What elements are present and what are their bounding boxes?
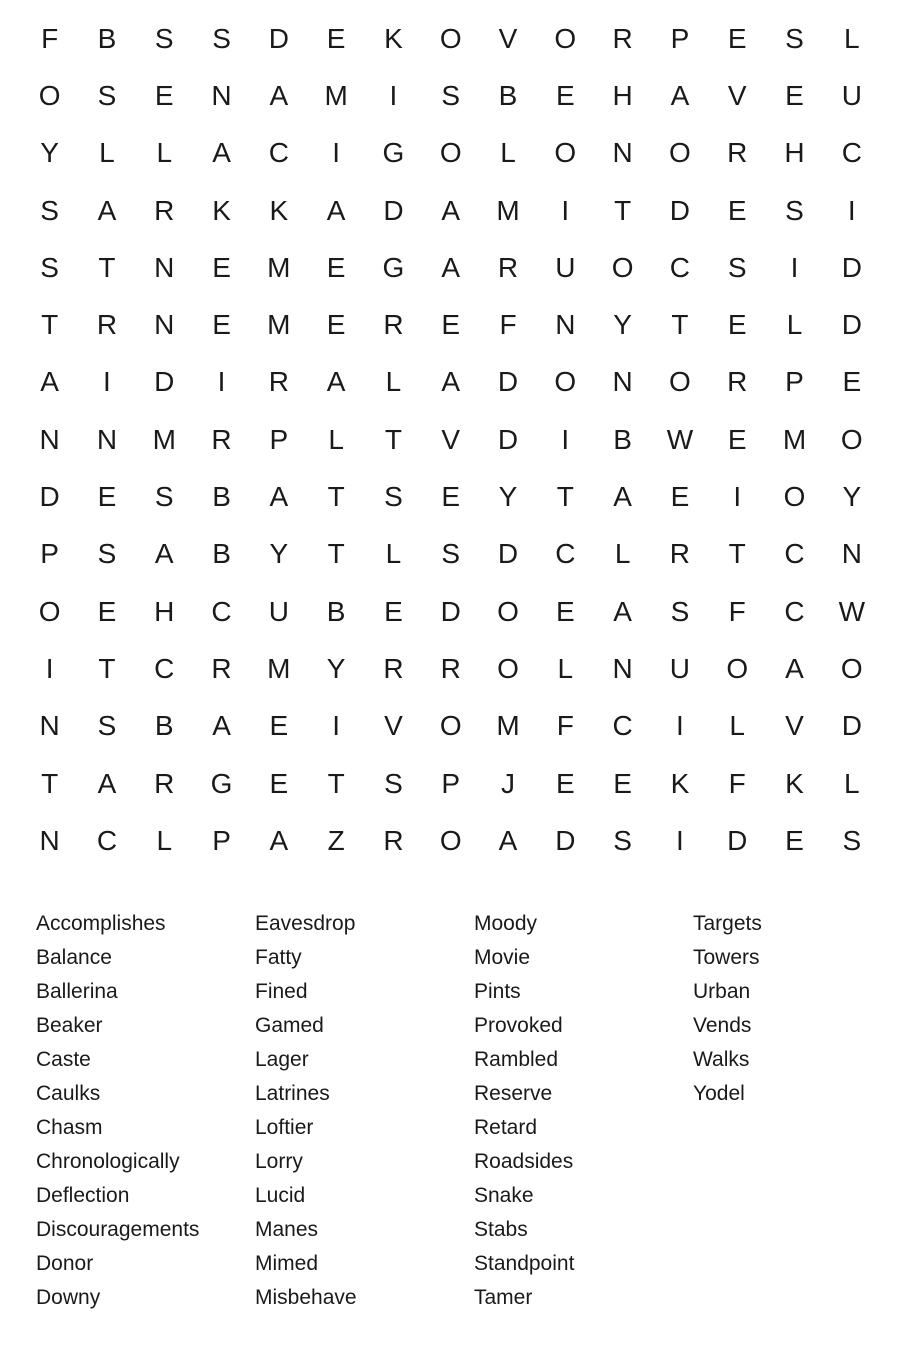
- grid-cell[interactable]: S: [97, 79, 117, 111]
- grid-cell[interactable]: T: [728, 538, 746, 570]
- grid-cell[interactable]: A: [785, 652, 804, 684]
- grid-cell[interactable]: E: [842, 366, 862, 398]
- grid-cell[interactable]: C: [555, 538, 576, 570]
- word-list-item: Reserve: [474, 1082, 553, 1105]
- grid-cell[interactable]: S: [384, 767, 403, 799]
- grid-cell[interactable]: N: [39, 710, 60, 742]
- grid-cell[interactable]: N: [612, 652, 633, 684]
- grid-cell[interactable]: E: [154, 79, 174, 111]
- grid-cell[interactable]: D: [497, 423, 519, 455]
- grid-cell[interactable]: B: [498, 79, 518, 111]
- grid-cell[interactable]: D: [841, 309, 862, 341]
- grid-cell[interactable]: V: [785, 710, 804, 742]
- grid-cell[interactable]: D: [440, 595, 461, 627]
- grid-cell[interactable]: D: [154, 366, 175, 398]
- grid-cell[interactable]: Y: [613, 309, 632, 341]
- grid-cell[interactable]: S: [441, 538, 461, 570]
- grid-cell[interactable]: M: [782, 423, 807, 455]
- grid-cell[interactable]: O: [439, 137, 462, 169]
- grid-cell[interactable]: U: [669, 652, 691, 684]
- grid-cell[interactable]: E: [326, 22, 346, 54]
- grid-cell[interactable]: S: [441, 79, 461, 111]
- grid-cell[interactable]: P: [212, 824, 231, 856]
- grid-cell[interactable]: C: [96, 824, 118, 856]
- grid-cell[interactable]: S: [613, 824, 632, 856]
- grid-cell[interactable]: T: [327, 538, 345, 570]
- grid-cell[interactable]: S: [670, 595, 690, 627]
- grid-cell[interactable]: B: [212, 538, 231, 570]
- grid-cell[interactable]: L: [328, 423, 344, 455]
- grid-cell[interactable]: E: [212, 309, 231, 341]
- grid-cell[interactable]: B: [154, 710, 174, 742]
- grid-cell[interactable]: D: [383, 194, 404, 226]
- grid-cell[interactable]: F: [728, 767, 746, 799]
- grid-cell[interactable]: N: [555, 309, 576, 341]
- word-list-item: Caulks: [36, 1082, 101, 1105]
- grid-cell[interactable]: C: [669, 251, 691, 283]
- grid-cell[interactable]: O: [439, 824, 462, 856]
- word-list-item: Pints: [474, 980, 521, 1003]
- grid-cell[interactable]: S: [97, 710, 117, 742]
- grid-cell[interactable]: S: [97, 538, 117, 570]
- grid-cell[interactable]: A: [40, 366, 59, 398]
- grid-cell[interactable]: R: [383, 309, 404, 341]
- grid-cell[interactable]: L: [614, 538, 631, 570]
- word-list-column: [693, 907, 883, 1315]
- word-list-item: Moody: [474, 912, 538, 935]
- grid-cell[interactable]: L: [844, 767, 860, 799]
- grid-cell[interactable]: L: [557, 652, 574, 684]
- grid-cell[interactable]: O: [840, 652, 863, 684]
- grid-cell[interactable]: A: [441, 366, 461, 398]
- grid-cell[interactable]: M: [267, 251, 291, 283]
- grid-cell[interactable]: Y: [498, 481, 518, 513]
- grid-cell[interactable]: S: [727, 251, 747, 283]
- grid-cell[interactable]: R: [612, 22, 633, 54]
- grid-cell[interactable]: A: [498, 824, 518, 856]
- grid-cell[interactable]: I: [332, 710, 341, 742]
- grid-cell[interactable]: K: [269, 194, 289, 226]
- word-list-item: Eavesdrop: [255, 912, 356, 935]
- grid-cell[interactable]: M: [267, 652, 291, 684]
- grid-cell[interactable]: R: [497, 251, 519, 283]
- word-list-item: Walks: [693, 1048, 750, 1071]
- grid-cell[interactable]: C: [268, 137, 289, 169]
- grid-cell[interactable]: R: [669, 538, 691, 570]
- grid-cell[interactable]: A: [326, 194, 346, 226]
- grid-cell[interactable]: T: [327, 767, 345, 799]
- grid-cell[interactable]: E: [441, 309, 461, 341]
- grid-cell[interactable]: S: [40, 194, 59, 226]
- grid-cell[interactable]: M: [267, 309, 291, 341]
- grid-cell[interactable]: A: [613, 481, 632, 513]
- grid-cell[interactable]: A: [97, 194, 117, 226]
- word-list-column: [255, 907, 474, 1315]
- word-list-column: [474, 907, 693, 1315]
- word-list-item: Chasm: [36, 1116, 103, 1139]
- grid-cell[interactable]: N: [154, 251, 175, 283]
- grid-cell[interactable]: I: [733, 481, 742, 513]
- grid-cell[interactable]: V: [727, 79, 747, 111]
- grid-cell[interactable]: E: [727, 309, 747, 341]
- grid-cell[interactable]: I: [217, 366, 226, 398]
- grid-cell[interactable]: B: [326, 595, 346, 627]
- word-list-item: Donor: [36, 1252, 94, 1275]
- grid-cell[interactable]: E: [785, 79, 804, 111]
- grid-cell[interactable]: O: [669, 366, 691, 398]
- grid-cell[interactable]: U: [268, 595, 289, 627]
- grid-cell[interactable]: D: [268, 22, 289, 54]
- grid-cell[interactable]: A: [212, 137, 231, 169]
- word-list-item: Targets: [693, 912, 762, 935]
- grid-cell[interactable]: R: [211, 423, 232, 455]
- letter-grid: [21, 10, 881, 869]
- word-list-item: Standpoint: [474, 1252, 575, 1275]
- grid-cell[interactable]: R: [211, 652, 232, 684]
- word-list-item: Accomplishes: [36, 912, 166, 935]
- word-list-item: Beaker: [36, 1014, 103, 1037]
- grid-cell[interactable]: I: [676, 710, 684, 742]
- grid-cell[interactable]: E: [212, 251, 231, 283]
- grid-cell[interactable]: R: [440, 652, 461, 684]
- grid-cell[interactable]: H: [154, 595, 175, 627]
- grid-cell[interactable]: A: [154, 538, 174, 570]
- grid-cell[interactable]: E: [555, 595, 575, 627]
- word-list-item: Retard: [474, 1116, 538, 1139]
- word-list-item: Gamed: [255, 1014, 324, 1037]
- grid-cell[interactable]: A: [441, 251, 461, 283]
- grid-cell[interactable]: F: [556, 710, 574, 742]
- word-list: [36, 907, 886, 1315]
- word-list-item: Balance: [36, 946, 112, 969]
- grid-cell[interactable]: O: [611, 251, 634, 283]
- grid-cell[interactable]: K: [384, 22, 403, 54]
- grid-cell[interactable]: F: [41, 22, 59, 54]
- word-list-item: Lorry: [255, 1150, 303, 1173]
- word-list-item: Stabs: [474, 1218, 528, 1241]
- word-list-item: Fined: [255, 980, 308, 1003]
- grid-cell[interactable]: G: [382, 137, 405, 169]
- grid-cell[interactable]: R: [383, 824, 404, 856]
- word-list-item: Snake: [474, 1184, 534, 1207]
- grid-cell[interactable]: R: [383, 652, 404, 684]
- word-list-item: Rambled: [474, 1048, 559, 1071]
- word-list-item: Discouragements: [36, 1218, 200, 1241]
- grid-cell[interactable]: U: [841, 79, 862, 111]
- grid-cell[interactable]: F: [728, 595, 746, 627]
- grid-cell[interactable]: S: [785, 194, 804, 226]
- grid-cell[interactable]: Z: [327, 824, 345, 856]
- grid-cell[interactable]: Y: [842, 481, 862, 513]
- grid-cell[interactable]: I: [847, 194, 856, 226]
- word-list-item: Towers: [693, 946, 760, 969]
- word-list-item: Ballerina: [36, 980, 118, 1003]
- word-list-item: Loftier: [255, 1116, 314, 1139]
- grid-cell[interactable]: T: [41, 767, 59, 799]
- grid-cell[interactable]: D: [669, 194, 691, 226]
- grid-cell[interactable]: P: [40, 538, 59, 570]
- grid-cell[interactable]: T: [98, 251, 116, 283]
- grid-cell[interactable]: A: [613, 595, 632, 627]
- grid-cell[interactable]: T: [327, 481, 345, 513]
- grid-cell[interactable]: I: [45, 652, 54, 684]
- grid-cell[interactable]: O: [38, 595, 61, 627]
- grid-cell[interactable]: A: [326, 366, 346, 398]
- grid-cell[interactable]: O: [439, 710, 462, 742]
- grid-cell[interactable]: A: [441, 194, 461, 226]
- grid-cell[interactable]: Y: [269, 538, 289, 570]
- grid-cell[interactable]: R: [96, 309, 118, 341]
- grid-cell[interactable]: E: [97, 481, 117, 513]
- grid-cell[interactable]: I: [561, 423, 570, 455]
- grid-cell[interactable]: J: [501, 767, 516, 799]
- grid-cell[interactable]: R: [727, 366, 748, 398]
- grid-cell[interactable]: N: [154, 309, 175, 341]
- grid-cell[interactable]: D: [497, 366, 519, 398]
- grid-cell[interactable]: Y: [40, 137, 59, 169]
- word-list-item: Tamer: [474, 1286, 533, 1309]
- grid-cell[interactable]: N: [841, 538, 862, 570]
- grid-cell[interactable]: T: [384, 423, 402, 455]
- grid-cell[interactable]: L: [786, 309, 803, 341]
- grid-cell[interactable]: D: [841, 251, 862, 283]
- word-list-item: Misbehave: [255, 1286, 357, 1309]
- grid-cell[interactable]: V: [441, 423, 461, 455]
- grid-cell[interactable]: I: [103, 366, 111, 398]
- grid-cell[interactable]: L: [844, 22, 860, 54]
- grid-cell[interactable]: C: [784, 538, 805, 570]
- grid-cell[interactable]: O: [497, 652, 519, 684]
- grid-cell[interactable]: E: [326, 309, 346, 341]
- grid-cell[interactable]: A: [269, 824, 289, 856]
- grid-cell[interactable]: P: [670, 22, 690, 54]
- grid-cell[interactable]: A: [670, 79, 690, 111]
- grid-cell[interactable]: E: [727, 22, 747, 54]
- grid-cell[interactable]: O: [554, 366, 577, 398]
- word-list-item: Provoked: [474, 1014, 563, 1037]
- grid-cell[interactable]: L: [156, 137, 173, 169]
- grid-cell[interactable]: E: [613, 767, 632, 799]
- grid-cell[interactable]: E: [785, 824, 804, 856]
- grid-cell[interactable]: B: [212, 481, 231, 513]
- grid-cell[interactable]: M: [152, 423, 176, 455]
- grid-cell[interactable]: N: [612, 366, 633, 398]
- grid-cell[interactable]: M: [496, 710, 520, 742]
- word-list-item: Caste: [36, 1048, 91, 1071]
- grid-cell[interactable]: S: [842, 824, 862, 856]
- word-list-item: Mimed: [255, 1252, 319, 1275]
- grid-cell[interactable]: S: [154, 22, 174, 54]
- grid-cell[interactable]: F: [499, 309, 517, 341]
- grid-cell[interactable]: I: [389, 79, 398, 111]
- grid-cell[interactable]: E: [97, 595, 117, 627]
- grid-cell[interactable]: A: [269, 481, 289, 513]
- grid-cell[interactable]: T: [614, 194, 632, 226]
- grid-cell[interactable]: W: [838, 595, 866, 627]
- grid-cell[interactable]: R: [727, 137, 748, 169]
- grid-cell[interactable]: O: [726, 652, 749, 684]
- word-list-item: Latrines: [255, 1082, 330, 1105]
- grid-cell[interactable]: T: [41, 309, 59, 341]
- grid-cell[interactable]: S: [40, 251, 59, 283]
- grid-cell[interactable]: E: [555, 79, 575, 111]
- grid-cell[interactable]: T: [556, 481, 574, 513]
- grid-cell[interactable]: O: [783, 481, 806, 513]
- grid-cell[interactable]: G: [382, 251, 405, 283]
- word-list-item: Urban: [693, 980, 751, 1003]
- grid-cell[interactable]: O: [840, 423, 863, 455]
- grid-cell[interactable]: A: [212, 710, 231, 742]
- grid-cell[interactable]: C: [211, 595, 232, 627]
- grid-cell[interactable]: E: [384, 595, 403, 627]
- grid-cell[interactable]: E: [326, 251, 346, 283]
- grid-cell[interactable]: E: [269, 710, 289, 742]
- word-list-item: Lager: [255, 1048, 309, 1071]
- grid-cell[interactable]: E: [441, 481, 461, 513]
- grid-cell[interactable]: O: [554, 22, 577, 54]
- grid-cell[interactable]: S: [212, 22, 231, 54]
- grid-cell[interactable]: L: [385, 538, 402, 570]
- grid-cell[interactable]: K: [785, 767, 804, 799]
- grid-cell[interactable]: H: [784, 137, 805, 169]
- grid-cell[interactable]: E: [727, 423, 747, 455]
- grid-cell[interactable]: N: [39, 423, 60, 455]
- grid-cell[interactable]: M: [324, 79, 348, 111]
- word-list-item: Manes: [255, 1218, 319, 1241]
- grid-cell[interactable]: O: [439, 22, 462, 54]
- grid-cell[interactable]: L: [156, 824, 173, 856]
- word-list-item: Yodel: [693, 1082, 745, 1105]
- word-list-item: Chronologically: [36, 1150, 180, 1173]
- grid-cell[interactable]: C: [612, 710, 633, 742]
- grid-cell[interactable]: G: [210, 767, 233, 799]
- grid-cell[interactable]: N: [96, 423, 118, 455]
- grid-cell[interactable]: T: [671, 309, 689, 341]
- grid-cell[interactable]: B: [613, 423, 632, 455]
- word-list-item: Vends: [693, 1014, 752, 1037]
- grid-cell[interactable]: D: [555, 824, 576, 856]
- grid-cell[interactable]: R: [268, 366, 289, 398]
- grid-cell[interactable]: P: [441, 767, 461, 799]
- grid-cell[interactable]: P: [785, 366, 804, 398]
- word-list-item: Movie: [474, 946, 531, 969]
- grid-cell[interactable]: R: [154, 767, 175, 799]
- grid-cell[interactable]: V: [498, 22, 518, 54]
- grid-cell[interactable]: L: [729, 710, 745, 742]
- grid-cell[interactable]: O: [38, 79, 61, 111]
- grid-cell[interactable]: I: [561, 194, 570, 226]
- word-list-item: Fatty: [255, 946, 302, 969]
- grid-cell[interactable]: E: [269, 767, 289, 799]
- grid-cell[interactable]: V: [384, 710, 403, 742]
- grid-cell[interactable]: T: [98, 652, 116, 684]
- grid-cell[interactable]: C: [841, 137, 862, 169]
- grid-cell[interactable]: A: [269, 79, 289, 111]
- grid-cell[interactable]: H: [612, 79, 633, 111]
- grid-cell[interactable]: Y: [326, 652, 346, 684]
- grid-cell[interactable]: R: [154, 194, 175, 226]
- word-list-item: Roadsides: [474, 1150, 574, 1173]
- grid-cell[interactable]: D: [841, 710, 862, 742]
- grid-cell[interactable]: I: [676, 824, 684, 856]
- word-list-item: Lucid: [255, 1184, 306, 1207]
- grid-cell[interactable]: D: [727, 824, 748, 856]
- word-list-item: Deflection: [36, 1184, 130, 1207]
- grid-cell[interactable]: D: [497, 538, 519, 570]
- grid-cell[interactable]: L: [99, 137, 115, 169]
- grid-cell[interactable]: O: [554, 137, 577, 169]
- grid-cell[interactable]: L: [500, 137, 516, 169]
- grid-cell[interactable]: M: [496, 194, 520, 226]
- grid-cell[interactable]: S: [154, 481, 174, 513]
- grid-cell[interactable]: S: [384, 481, 403, 513]
- grid-cell[interactable]: B: [97, 22, 117, 54]
- grid-cell[interactable]: E: [555, 767, 575, 799]
- grid-cell[interactable]: C: [154, 652, 175, 684]
- grid-cell[interactable]: K: [212, 194, 231, 226]
- word-list-item: Downy: [36, 1286, 101, 1309]
- grid-cell[interactable]: E: [670, 481, 690, 513]
- grid-cell[interactable]: I: [790, 251, 799, 283]
- grid-cell[interactable]: O: [497, 595, 519, 627]
- grid-cell[interactable]: E: [727, 194, 747, 226]
- grid-cell[interactable]: S: [785, 22, 804, 54]
- grid-cell[interactable]: C: [784, 595, 805, 627]
- grid-cell[interactable]: P: [269, 423, 289, 455]
- grid-cell[interactable]: L: [385, 366, 402, 398]
- grid-cell[interactable]: D: [39, 481, 60, 513]
- grid-cell[interactable]: I: [332, 137, 341, 169]
- grid-cell[interactable]: K: [670, 767, 690, 799]
- grid-cell[interactable]: W: [666, 423, 694, 455]
- grid-cell[interactable]: N: [39, 824, 60, 856]
- grid-cell[interactable]: N: [211, 79, 232, 111]
- word-list-column: [36, 907, 255, 1315]
- grid-cell[interactable]: U: [555, 251, 576, 283]
- grid-cell[interactable]: N: [612, 137, 633, 169]
- grid-cell[interactable]: A: [97, 767, 117, 799]
- grid-cell[interactable]: O: [669, 137, 691, 169]
